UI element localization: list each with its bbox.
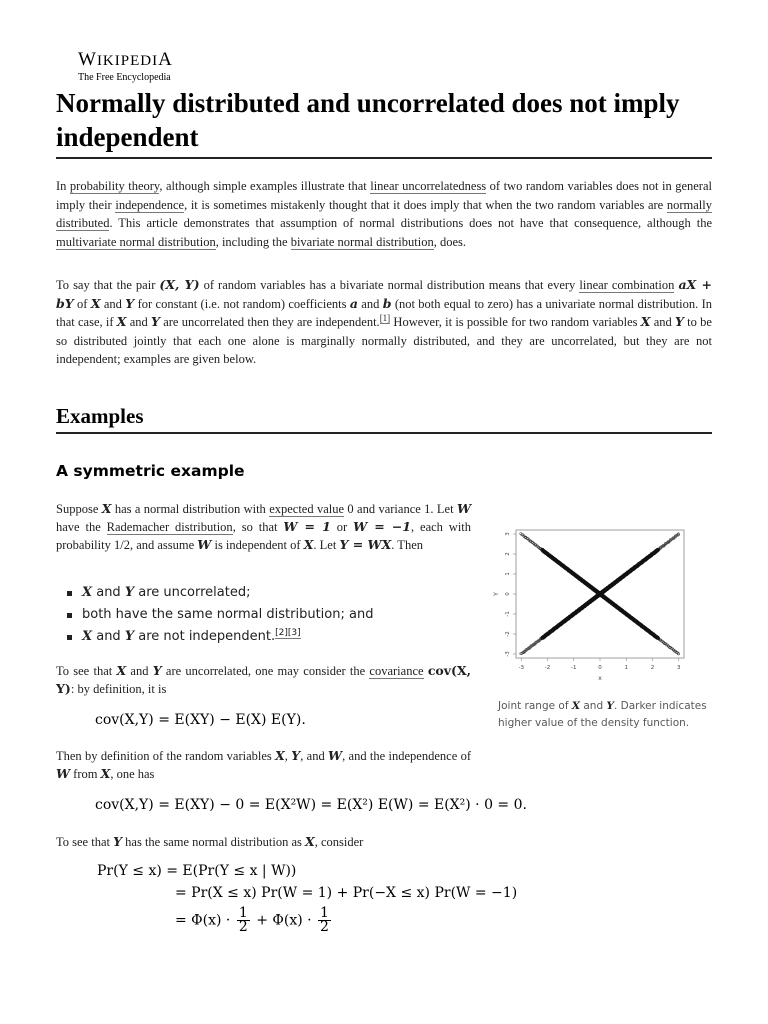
equation-covariance-zero: cov(X,Y) = E(XY) − 0 = E(X²W) = E(X²) E(W) = E(X²) · 0 = 0. (95, 797, 527, 813)
equation-probability-line-2: = Pr(X ≤ x) Pr(W = 1) + Pr(−X ≤ x) Pr(W = −1) (175, 885, 518, 901)
x-tick-label: -2 (544, 665, 551, 671)
wikipedia-logo[interactable] (78, 50, 173, 83)
link-covariance[interactable]: covariance (369, 664, 424, 678)
same-distribution-paragraph: To see that Y has the same normal distribution as X, consider (56, 834, 364, 849)
scatter-plot (488, 522, 712, 698)
fraction-one-half: $\frac{1}{2}$ (238, 905, 248, 935)
references-2-3[interactable]: [2][3] (275, 627, 301, 638)
fraction-one-half: $\frac{1}{2}$ (320, 905, 329, 935)
subsection-heading-symmetric: A symmetric example (56, 462, 245, 480)
x-tick-label: -3 (518, 665, 524, 671)
figure-caption: Joint range of X and Y. Darker indicates higher value of the density function. (498, 700, 707, 729)
x-axis-label: x (598, 675, 602, 682)
link-normally-distributed[interactable]: normally distributed (56, 197, 713, 231)
y-tick-label: -1 (505, 611, 511, 617)
equation-covariance-definition: cov(X,Y) = E(XY) − E(X) E(Y). (95, 712, 306, 728)
uncorrelated-paragraph: To see that X and Y are uncorrelated, one may consider the covariance cov(X, Y): by definition, it is (56, 663, 471, 696)
section-heading-examples: Examples (56, 404, 144, 428)
list-item: X and Y are not independent.[2][3] (66, 626, 373, 648)
link-linear-uncorrelatedness[interactable]: linear uncorrelatedness (370, 179, 487, 193)
properties-list (66, 582, 373, 648)
wordmark: WIKIPEDIA (78, 49, 173, 70)
y-tick-label: 0 (505, 592, 511, 596)
symmetric-paragraph-1: Suppose X has a normal distribution with expected value 0 and variance 1. Let W have the Rademacher distribution, so that W = 1 or W = −1, each with probability 1/2, and assume W is independent of X. Let Y = WX. Then (56, 501, 472, 552)
reference-1[interactable]: [1] (379, 313, 391, 324)
y-tick-label: -2 (505, 631, 511, 637)
y-tick-label: -3 (505, 651, 511, 657)
title-divider (56, 157, 712, 159)
x-tick-label: 1 (624, 665, 628, 671)
equation-probability-line-1: Pr(Y ≤ x) = E(Pr(Y ≤ x | W)) (97, 863, 297, 879)
x-tick-label: 3 (677, 665, 681, 671)
link-bivariate-normal[interactable]: bivariate normal distribution (290, 234, 434, 249)
link-linear-combination[interactable]: linear combination (579, 278, 675, 292)
equation-probability-line-3: = Φ(x) · $\frac{1}{2}$ + Φ(x) · $\frac{1}{2}$ (175, 905, 329, 935)
tagline: The Free Encyclopedia (78, 72, 171, 83)
intro-paragraph-2: To say that the pair (X, Y) of random variables has a bivariate normal distribution means that every linear combination aX + bY of X and Y for constant (i.e. not random) coefficients a and b (not both equal to zero) has a univariate normal distribution. In that case, if X and Y are uncorrelated then they are independent.[1] However, it is possible for two random variables X and Y to be so distributed jointly that each one alone is marginally normally distributed, and they are uncorrelated, but they are not independent; examples are given below. (56, 277, 713, 367)
link-multivariate-normal[interactable]: multivariate normal distribution (56, 234, 216, 249)
intro-paragraph-1: In probability theory, although simple examples illustrate that linear uncorrelatedness of two random variables does not in general imply their independence, it is sometimes mistakenly thought that it does imply that when the two random variables are normally distributed. This article demonstrates that assumption of normal distributions does not have that consequence, although the multivariate normal distribution, including the bivariate normal distribution, does. (56, 179, 713, 249)
x-tick-label: 2 (650, 665, 655, 671)
y-tick-label: 1 (505, 572, 511, 576)
link-expected-value[interactable]: expected value (269, 502, 345, 516)
list-item: X and Y are uncorrelated; (66, 582, 373, 604)
list-item: both have the same normal distribution; and (66, 604, 373, 626)
y-tick-label: 2 (505, 552, 511, 556)
link-rademacher-distribution[interactable]: Rademacher distribution (106, 520, 233, 534)
y-axis-label: Y (493, 592, 500, 596)
definition-paragraph: Then by definition of the random variables X, Y, and W, and the independence of W from X, one has (56, 748, 471, 781)
section-divider (56, 432, 712, 434)
y-tick-label: 3 (505, 532, 511, 536)
x-tick-label: 0 (598, 665, 602, 671)
link-independence[interactable]: independence (115, 197, 185, 212)
link-probability-theory[interactable]: probability theory (69, 179, 160, 193)
x-tick-label: -1 (571, 665, 577, 671)
page-title: Normally distributed and uncorrelated does not imply independent (56, 88, 680, 152)
